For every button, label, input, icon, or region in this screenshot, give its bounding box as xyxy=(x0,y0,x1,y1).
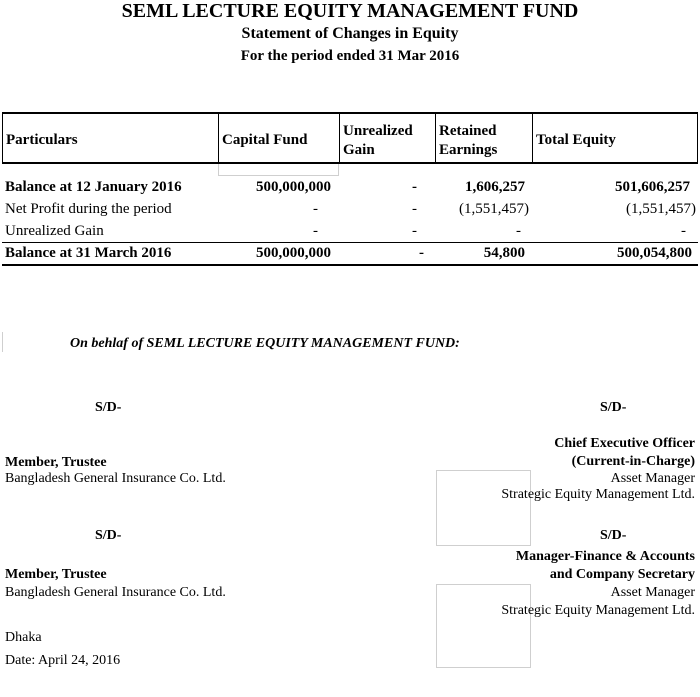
cell-unrealized: - xyxy=(412,223,417,239)
asset-manager-label-2: Asset Manager xyxy=(610,585,695,600)
table-row xyxy=(2,242,698,266)
finance-manager-title: Manager-Finance & Accounts xyxy=(515,549,695,564)
cell-retained: 1,606,257 xyxy=(465,179,525,195)
table-row xyxy=(2,198,698,220)
header-unrealized-gain: Unrealized Gain xyxy=(339,112,435,164)
faint-box xyxy=(436,470,531,546)
cell-particulars: Balance at 12 January 2016 xyxy=(5,179,182,195)
asset-manager-label-1: Asset Manager xyxy=(610,471,695,486)
cell-total: 500,054,800 xyxy=(617,245,692,261)
trustee-org-2: Bangladesh General Insurance Co. Ltd. xyxy=(5,585,226,600)
header-particulars: Particulars xyxy=(2,112,218,164)
cell-total: - xyxy=(681,223,686,239)
header-residual-box xyxy=(218,164,339,176)
statement-subtitle: Statement of Changes in Equity xyxy=(241,25,459,42)
table-row xyxy=(2,176,698,198)
trustee-role-2: Member, Trustee xyxy=(5,567,107,582)
cell-particulars: Net Profit during the period xyxy=(5,201,172,217)
cell-capital: - xyxy=(313,223,318,239)
ceo-title: Chief Executive Officer xyxy=(554,436,695,451)
header-total-equity: Total Equity xyxy=(532,112,698,164)
cell-particulars: Balance at 31 March 2016 xyxy=(5,245,172,261)
left-sd-mark-2: S/D- xyxy=(95,528,122,543)
cell-total: 501,606,257 xyxy=(615,179,690,195)
company-secretary-title: and Company Secretary xyxy=(549,567,695,582)
left-sd-mark-1: S/D- xyxy=(95,400,122,415)
cell-retained: - xyxy=(516,223,521,239)
cell-capital: 500,000,000 xyxy=(256,245,331,261)
asset-manager-org-1: Strategic Equity Management Ltd. xyxy=(501,487,695,502)
place-label: Dhaka xyxy=(5,630,42,645)
header-capital-fund: Capital Fund xyxy=(218,112,339,164)
right-sd-mark-1: S/D- xyxy=(600,400,627,415)
asset-manager-org-2: Strategic Equity Management Ltd. xyxy=(501,603,695,618)
ceo-subtitle: (Current-in-Charge) xyxy=(571,454,695,469)
table-row xyxy=(2,220,698,242)
cell-unrealized: - xyxy=(412,201,417,217)
faint-box xyxy=(436,584,531,668)
document-title: SEML LECTURE EQUITY MANAGEMENT FUND xyxy=(121,0,579,22)
date-label: Date: April 24, 2016 xyxy=(5,653,121,668)
trustee-role-1: Member, Trustee xyxy=(5,455,107,470)
cell-particulars: Unrealized Gain xyxy=(5,223,104,239)
period-line: For the period ended 31 Mar 2016 xyxy=(240,48,460,64)
on-behalf-text: On behlaf of SEML LECTURE EQUITY MANAGEMENT FUND: xyxy=(70,336,460,351)
cell-total: (1,551,457) xyxy=(626,201,696,217)
cell-unrealized: - xyxy=(419,245,424,261)
cell-capital: - xyxy=(313,201,318,217)
right-sd-mark-2: S/D- xyxy=(600,528,627,543)
cell-unrealized: - xyxy=(412,179,417,195)
cell-retained: (1,551,457) xyxy=(459,201,529,217)
cell-retained: 54,800 xyxy=(483,245,525,261)
faint-margin-line xyxy=(2,332,3,352)
trustee-org-1: Bangladesh General Insurance Co. Ltd. xyxy=(5,471,226,486)
cell-capital: 500,000,000 xyxy=(256,179,331,195)
header-retained-earnings: Retained Earnings xyxy=(435,112,532,164)
